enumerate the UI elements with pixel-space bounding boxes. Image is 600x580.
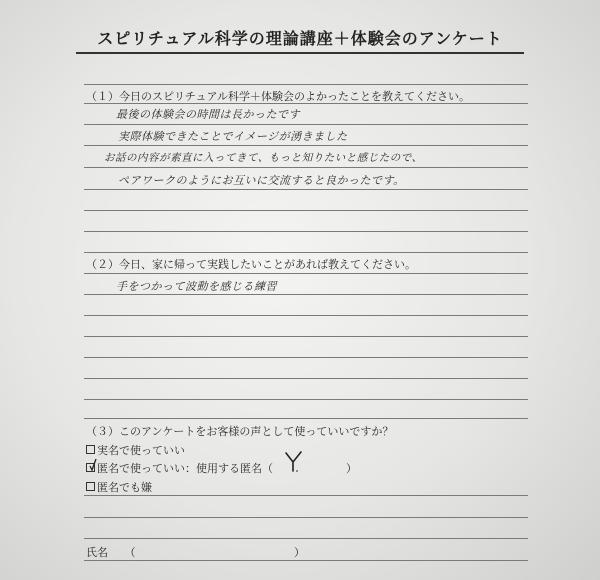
question-1: （１）今日のスピリチュアル科学＋体験会のよかったことを教えてください。 bbox=[86, 90, 471, 103]
pseudonym-close-paren: ） bbox=[346, 462, 357, 475]
option-real-name[interactable] bbox=[86, 442, 185, 458]
answer-line bbox=[84, 103, 528, 104]
checkbox[interactable] bbox=[86, 482, 95, 491]
answer-line bbox=[84, 145, 528, 146]
answer-line bbox=[84, 336, 528, 337]
answer-line bbox=[84, 495, 528, 496]
answer-line bbox=[84, 357, 528, 358]
name-label: 氏名 （ bbox=[86, 546, 136, 559]
answer-line bbox=[84, 399, 528, 400]
option-decline[interactable] bbox=[86, 479, 152, 495]
answer-line bbox=[84, 538, 528, 539]
answer-line bbox=[84, 231, 528, 232]
option-label: 匿名で使っていい：使用する匿名（ bbox=[97, 462, 273, 475]
divider bbox=[84, 418, 528, 419]
checkbox[interactable] bbox=[86, 445, 95, 454]
divider bbox=[84, 84, 528, 85]
survey-title: スピリチュアル科学の理論講座＋体験会のアンケート bbox=[97, 29, 503, 48]
question-3: （３）このアンケートをお客様の声として使っていいですか？ bbox=[86, 425, 394, 438]
divider bbox=[84, 252, 528, 253]
pseudonym-handwritten-mark bbox=[283, 450, 305, 474]
answer-line bbox=[84, 210, 528, 211]
q2-answer-1: 手をつかって波動を感じる練習 bbox=[116, 280, 277, 293]
option-anonymous[interactable] bbox=[86, 460, 273, 476]
q1-answer-4: ペアワークのようにお互いに交流すると良かったです。 bbox=[118, 174, 405, 187]
name-close-paren: ） bbox=[294, 546, 305, 559]
question-2: （２）今日、家に帰って実践したいことがあれば教えてください。 bbox=[86, 258, 416, 271]
option-label: 匿名でも嫌 bbox=[97, 481, 152, 494]
answer-line bbox=[84, 378, 528, 379]
option-label: 実名で使っていい bbox=[97, 444, 185, 457]
checkmark-icon bbox=[89, 458, 97, 472]
answer-line bbox=[84, 273, 528, 274]
q1-answer-2: 実際体験できたことでイメージが湧きました bbox=[118, 130, 348, 143]
q1-answer-3: お話の内容が素直に入ってきて、もっと知りたいと感じたので、 bbox=[104, 152, 423, 164]
answer-line bbox=[84, 189, 528, 190]
q1-answer-1: 最後の体験会の時間は長かったです bbox=[116, 108, 300, 121]
title-underline bbox=[76, 52, 524, 54]
answer-line bbox=[84, 167, 528, 168]
answer-line bbox=[84, 124, 528, 125]
answer-line bbox=[84, 560, 528, 561]
answer-line bbox=[84, 315, 528, 316]
answer-line bbox=[84, 294, 528, 295]
answer-line bbox=[84, 517, 528, 518]
